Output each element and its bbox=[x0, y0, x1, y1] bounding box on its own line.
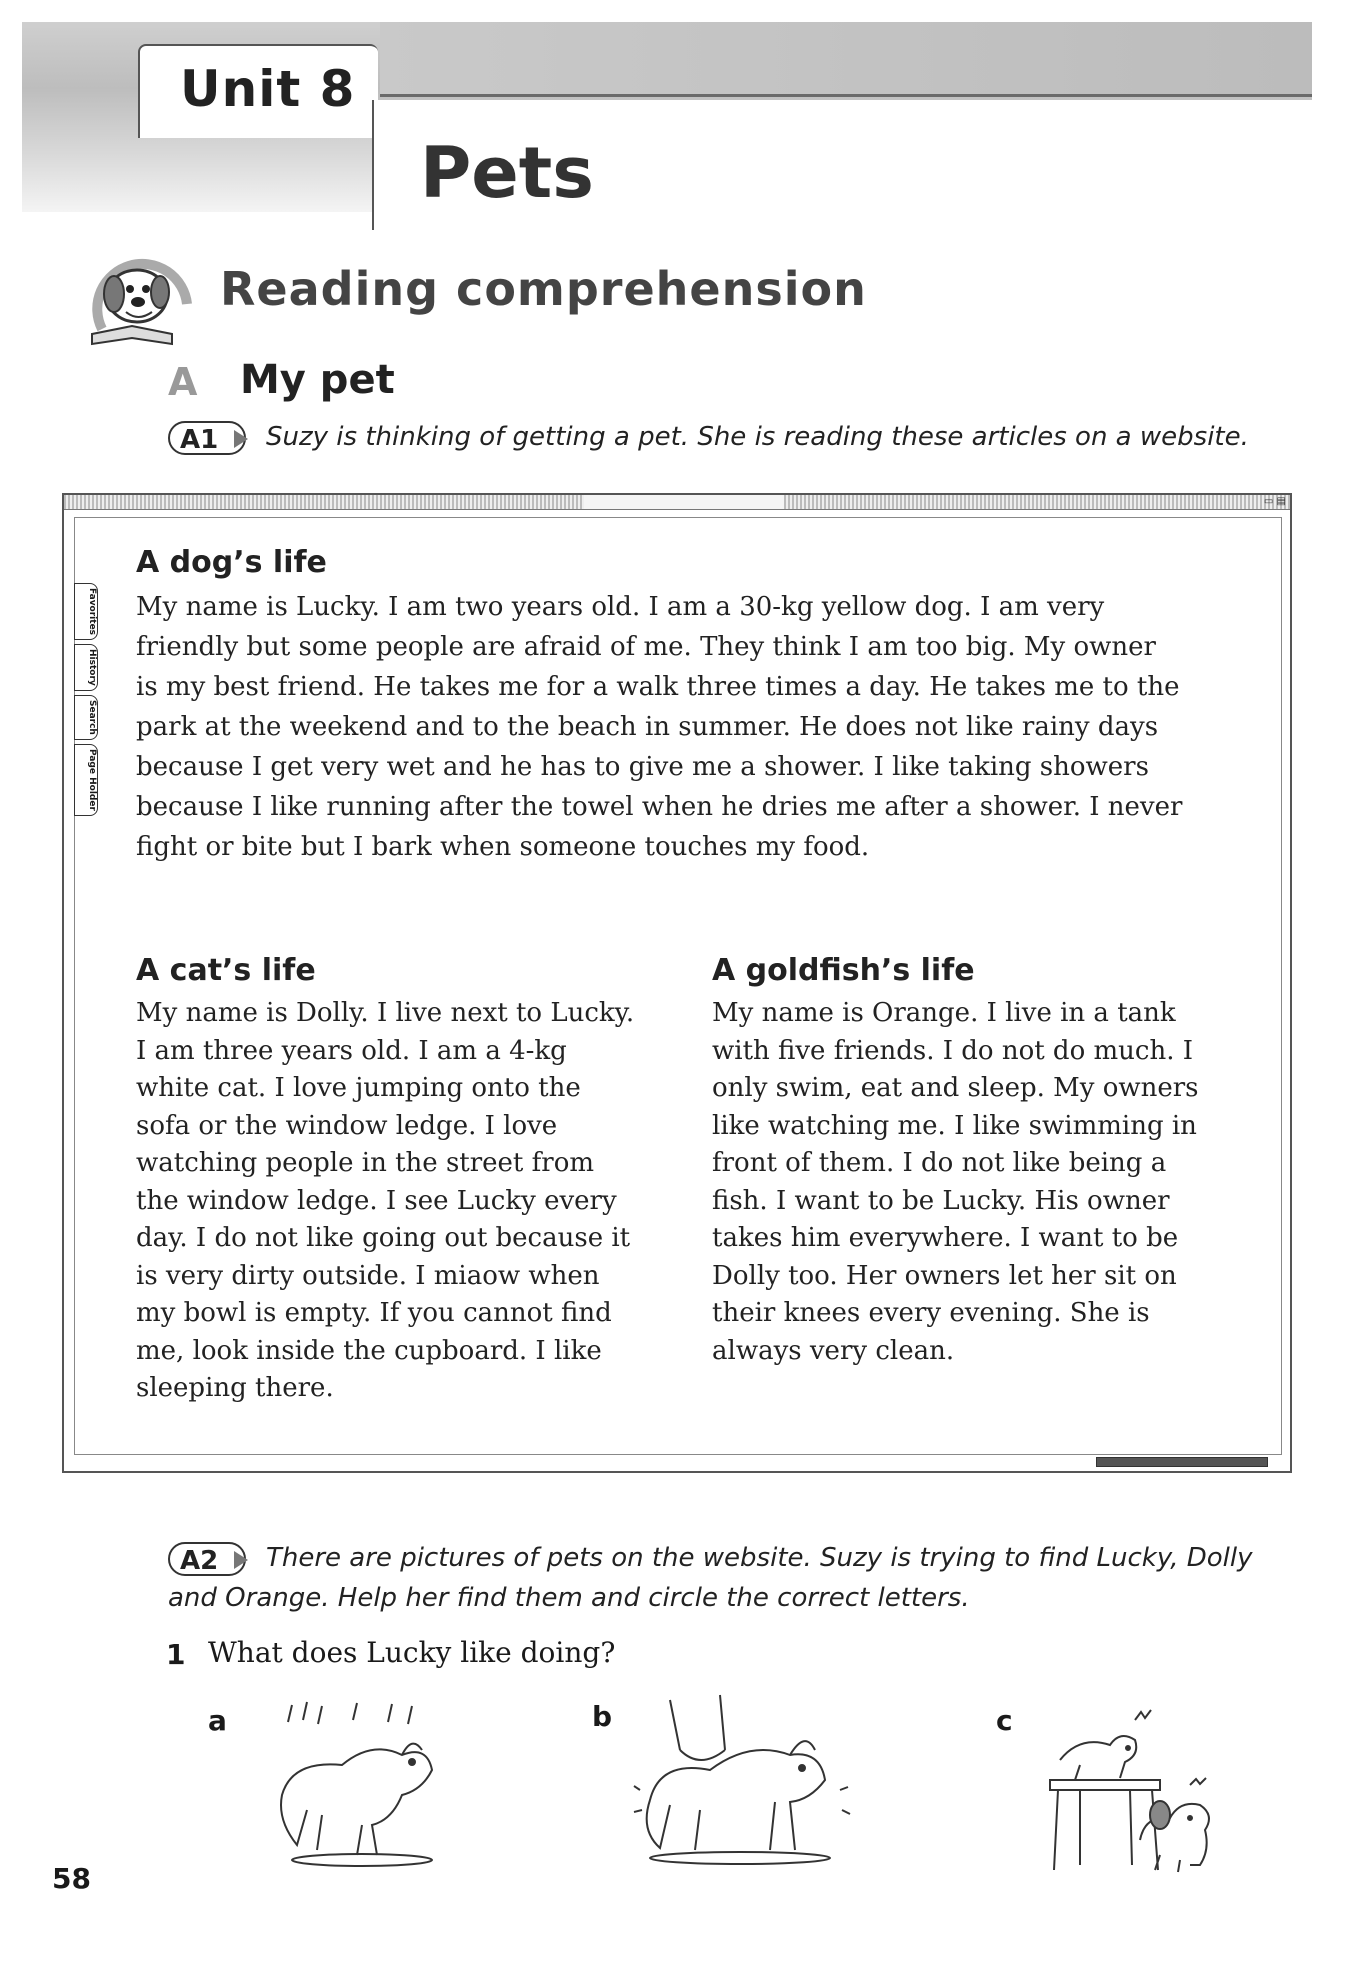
cat-stool-dog-icon bbox=[1040, 1690, 1230, 1880]
option-c-label[interactable]: c bbox=[996, 1704, 1013, 1737]
section-heading: Reading comprehension bbox=[220, 262, 867, 316]
horizontal-scrollbar[interactable] bbox=[1096, 1457, 1268, 1467]
browser-title-bar bbox=[64, 495, 1290, 510]
dog-mascot-icon bbox=[62, 234, 212, 349]
side-tab-history[interactable]: History bbox=[74, 644, 98, 691]
page-title: Pets bbox=[420, 132, 594, 214]
side-tab-favorites[interactable]: Favorites bbox=[74, 583, 98, 640]
wet-dog-rain-icon bbox=[262, 1700, 462, 1870]
unit-title: Unit 8 bbox=[180, 60, 356, 118]
task-a1-instruction: Suzy is thinking of getting a pet. She is reading these articles on a website. bbox=[266, 422, 1249, 452]
goldfish-article-title: A goldfish’s life bbox=[712, 953, 975, 988]
dog-article-title: A dog’s life bbox=[136, 545, 327, 580]
window-controls-icon: ▭ ▤ bbox=[1263, 496, 1286, 507]
goldfish-article-text: My name is Orange. I live in a tank with five friends. I do not do much. I only swim, eat and sleep. My owners like watching me. I like swimming in front of them. I do not like being a fish. I want to be Lucky. His owner takes him everywhere. I want to be Dolly too. Her owners let her sit on their knees every evening. She is always very clean. bbox=[712, 998, 1199, 1366]
question-number: 1 bbox=[166, 1638, 186, 1671]
task-a2-instruction-line1: There are pictures of pets on the website. Suzy is trying to find Lucky, Dolly bbox=[266, 1543, 1253, 1573]
side-tab-search[interactable]: Search bbox=[74, 695, 98, 740]
task-a2-instruction-line2: and Orange. Help her find them and circle the correct letters. bbox=[168, 1583, 970, 1613]
cat-article-text: My name is Dolly. I live next to Lucky. I am three years old. I am a 4-kg white cat. I love jumping onto the sofa or the window ledge. I love watching people in the street from the window ledge. I see Lucky every day. I do not like going out because it is very dirty outside. I miaow when my bowl is empty. If you cannot find me, look inside the cupboard. I like sleeping there. bbox=[136, 998, 635, 1403]
task-badge-a1: A1 bbox=[168, 421, 246, 455]
option-b-label[interactable]: b bbox=[592, 1700, 613, 1733]
task-badge-a2: A2 bbox=[168, 1542, 246, 1576]
dog-article-text: My name is Lucky. I am two years old. I am a 30-kg yellow dog. I am very friendly but some people are afraid of me. They think I am too big. My owner is my best friend. He takes me for a walk three times a day. He takes me to the park at the weekend and to the beach in summer. He does not like rainy days because I get very wet and he has to give me a shower. I like taking showers because I like running after the towel when he dries me after a shower. I never fight or bite but I bark when someone touches my food. bbox=[136, 592, 1183, 862]
header-banner-stripe bbox=[380, 22, 1312, 97]
question-text: What does Lucky like doing? bbox=[208, 1636, 616, 1669]
cat-article-title: A cat’s life bbox=[136, 953, 316, 988]
option-a-label[interactable]: a bbox=[208, 1704, 227, 1737]
part-title: My pet bbox=[240, 357, 395, 403]
browser-window bbox=[62, 493, 1292, 1473]
side-tab-page-holder[interactable]: Page Holder bbox=[74, 744, 98, 816]
browser-side-tabs bbox=[74, 583, 100, 820]
dog-shower-icon bbox=[630, 1690, 870, 1870]
page-number: 58 bbox=[52, 1862, 91, 1895]
part-letter: A bbox=[168, 360, 198, 404]
